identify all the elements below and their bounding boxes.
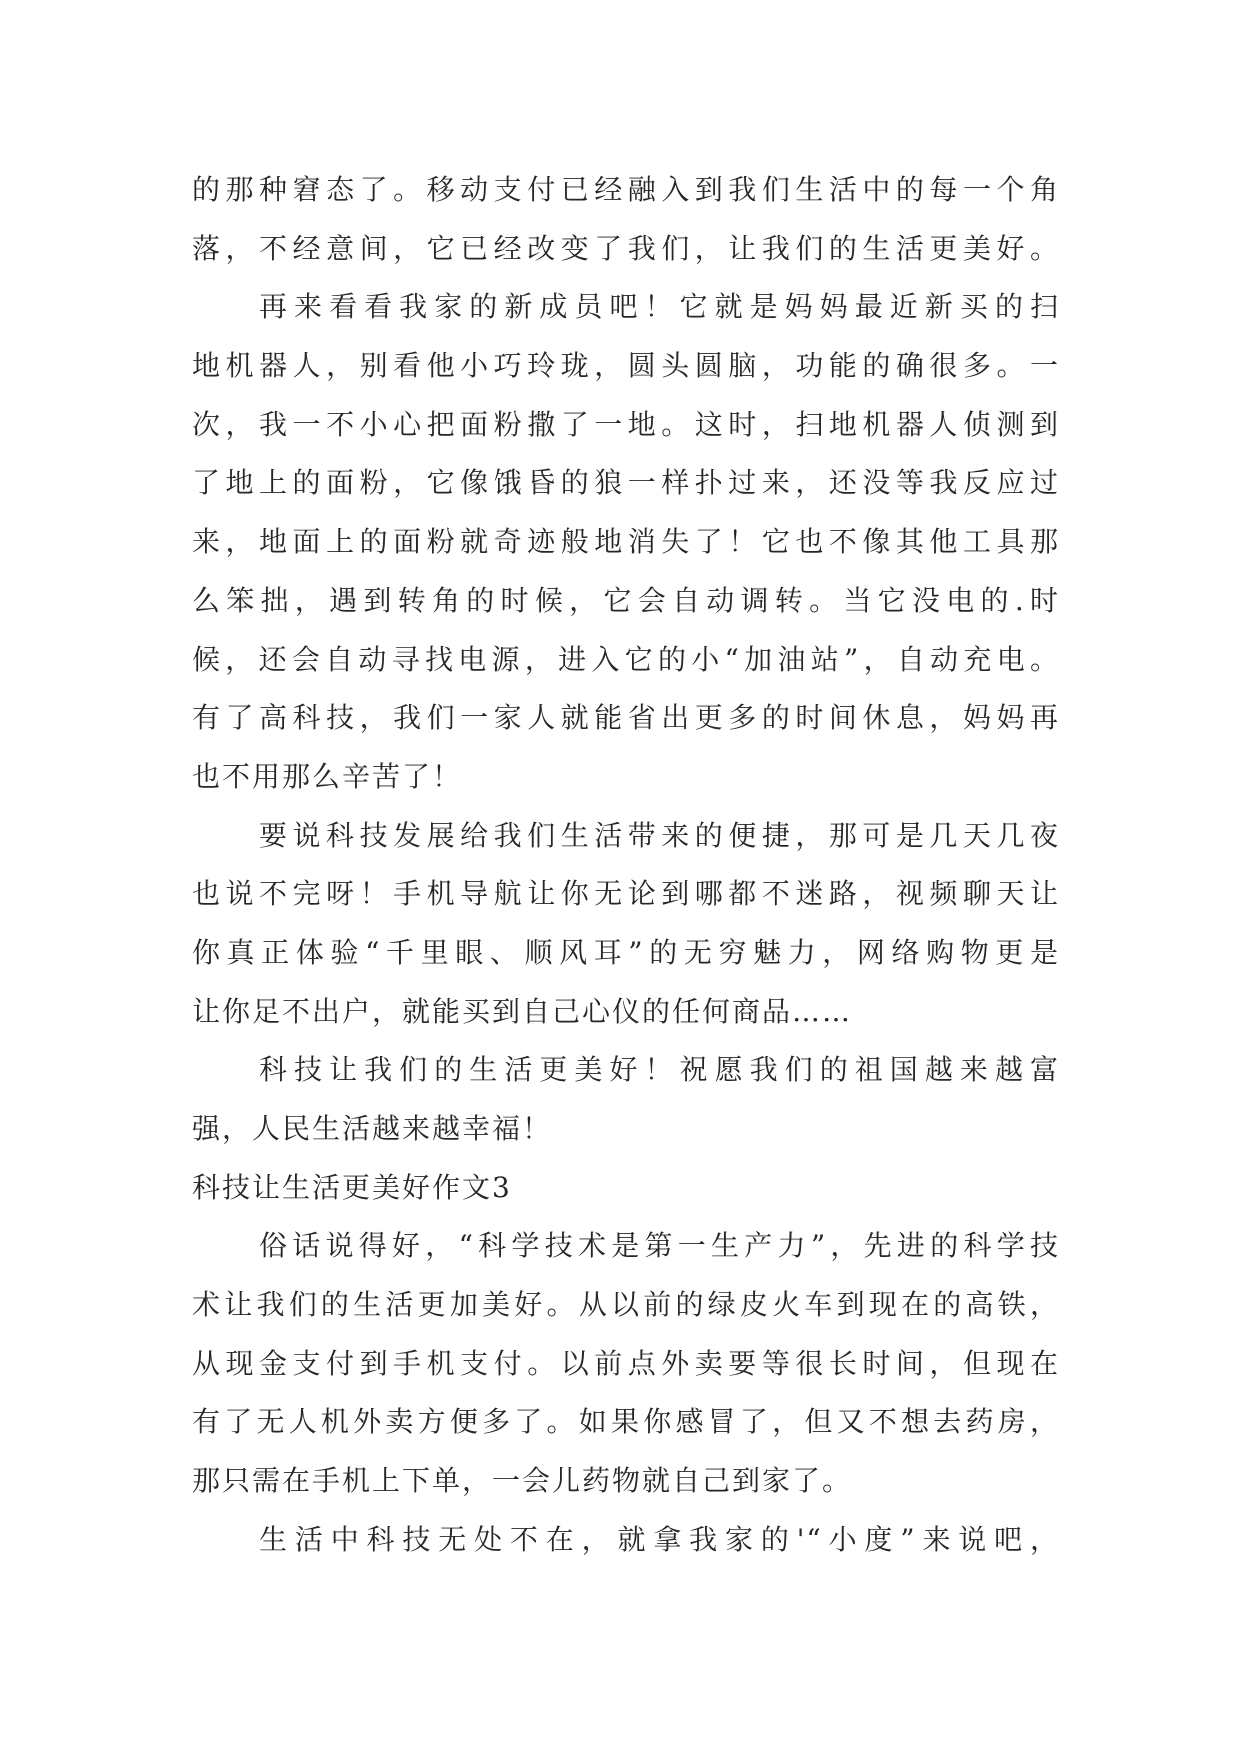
paragraph (192, 278, 1060, 806)
paragraph (192, 1511, 1060, 1570)
text-line: 地机器人，别看他小巧玲珑，圆头圆脑，功能的确很多。一 (192, 349, 1060, 383)
text-line: 也说不完呀！手机导航让你无论到哪都不迷路，视频聊天让 (192, 877, 1060, 911)
text-line: 有了高科技，我们一家人就能省出更多的时间休息，妈妈再 (192, 701, 1060, 735)
text-line: 有了无人机外卖方便多了。如果你感冒了，但又不想去药房， (192, 1405, 1060, 1439)
text-line: 候，还会自动寻找电源，进入它的小“加油站”，自动充电。 (192, 642, 1060, 676)
text-line: 术让我们的生活更加美好。从以前的绿皮火车到现在的高铁， (192, 1288, 1060, 1322)
text-line: 的那种窘态了。移动支付已经融入到我们生活中的每一个角 (192, 173, 1060, 206)
text-line: 再来看看我家的新成员吧！它就是妈妈最近新买的扫 (259, 290, 1060, 324)
text-line: 么笨拙，遇到转角的时候，它会自动调转。当它没电的.时 (192, 583, 1060, 617)
text-line: 了地上的面粉，它像饿昏的狼一样扑过来，还没等我反应过 (192, 466, 1060, 500)
paragraph (192, 161, 1060, 278)
paragraph (192, 1217, 1060, 1510)
text-line: 要说科技发展给我们生活带来的便捷，那可是几天几夜 (259, 818, 1060, 852)
text-line: 科技让我们的生活更美好！祝愿我们的祖国越来越富 (259, 1053, 1060, 1087)
paragraph (192, 1041, 1060, 1158)
text-line: 落，不经意间，它已经改变了我们，让我们的生活更美好。 (192, 231, 1060, 265)
text-line: 那只需在手机上下单，一会儿药物就自己到家了。 (192, 1464, 853, 1498)
text-line: 俗话说得好，“科学技术是第一生产力”，先进的科学技 (259, 1229, 1060, 1263)
text-line: 生活中科技无处不在，就拿我家的'“小度”来说吧， (259, 1522, 1060, 1556)
text-line: 也不用那么辛苦了！ (192, 759, 463, 793)
text-line: 强，人民生活越来越幸福！ (192, 1112, 553, 1145)
document-page (192, 161, 1060, 1570)
text-line: 你真正体验“千里眼、顺风耳”的无穷魅力，网络购物更是 (192, 935, 1060, 969)
paragraph (192, 807, 1060, 1042)
section-heading: 科技让生活更美好作文3 (192, 1170, 512, 1204)
text-line: 从现金支付到手机支付。以前点外卖要等很长时间，但现在 (192, 1346, 1060, 1380)
text-line: 让你足不出户，就能买到自己心仪的任何商品…… (192, 994, 853, 1028)
text-line: 来，地面上的面粉就奇迹般地消失了！它也不像其他工具那 (192, 525, 1060, 559)
text-line: 次，我一不小心把面粉撒了一地。这时，扫地机器人侦测到 (192, 407, 1060, 441)
